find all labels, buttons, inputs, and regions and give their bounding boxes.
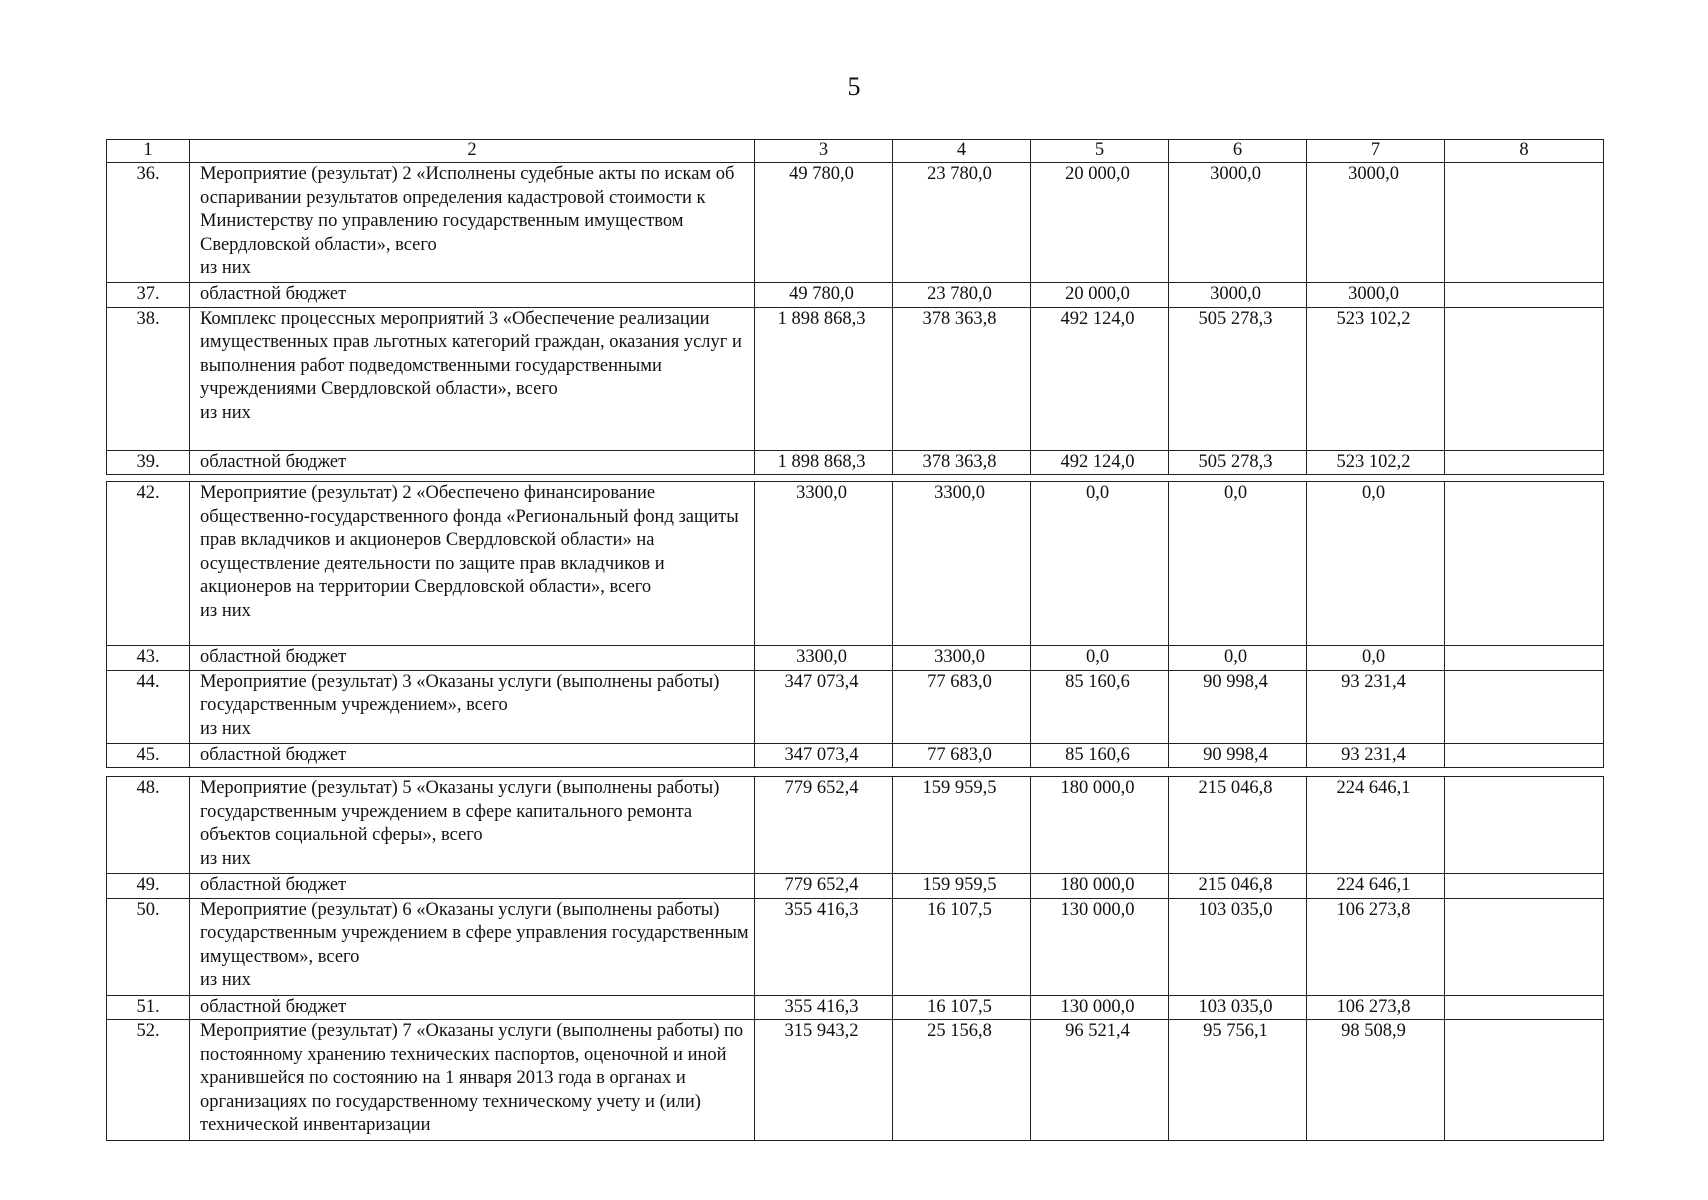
budget-table-block-1	[106, 139, 1604, 475]
value-col-6: 0,0	[1169, 482, 1307, 646]
table-row	[107, 163, 1604, 283]
row-description: Мероприятие (результат) 7 «Оказаны услуги (выполнены работы) по постоянному хранению технических паспортов, оценочной и иной хранившейся по состоянию на 1 января 2013 года в органах и организациях по государственному техническому учету и (или) технической инвентаризации	[190, 1020, 755, 1141]
value-col-7: 224 646,1	[1307, 874, 1445, 899]
value-col-5: 130 000,0	[1031, 995, 1169, 1020]
value-col-6: 103 035,0	[1169, 995, 1307, 1020]
value-col-7: 3000,0	[1307, 283, 1445, 308]
column-header: 3	[755, 140, 893, 163]
row-number: 52.	[107, 1020, 190, 1141]
value-col-5: 492 124,0	[1031, 450, 1169, 475]
row-number: 39.	[107, 450, 190, 475]
value-col-4: 3300,0	[893, 482, 1031, 646]
value-col-8	[1445, 1020, 1604, 1141]
value-col-4: 159 959,5	[893, 777, 1031, 874]
table-row	[107, 670, 1604, 743]
page-number: 5	[847, 72, 861, 101]
value-col-5: 0,0	[1031, 646, 1169, 671]
column-header: 7	[1307, 140, 1445, 163]
row-number: 38.	[107, 307, 190, 450]
value-col-7: 106 273,8	[1307, 898, 1445, 995]
row-number: 49.	[107, 874, 190, 899]
value-col-6: 505 278,3	[1169, 450, 1307, 475]
value-col-8	[1445, 743, 1604, 768]
row-description: Мероприятие (результат) 6 «Оказаны услуги (выполнены работы) государственным учреждением в сфере управления государственным имуществом», всего из них	[190, 898, 755, 995]
value-col-4: 77 683,0	[893, 743, 1031, 768]
value-col-6: 215 046,8	[1169, 777, 1307, 874]
value-col-3: 1 898 868,3	[755, 307, 893, 450]
row-number: 43.	[107, 646, 190, 671]
value-col-4: 77 683,0	[893, 670, 1031, 743]
value-col-6: 3000,0	[1169, 283, 1307, 308]
table-row	[107, 646, 1604, 671]
value-col-6: 95 756,1	[1169, 1020, 1307, 1141]
row-description: Комплекс процессных мероприятий 3 «Обеспечение реализации имущественных прав льготных категорий граждан, оказания услуг и выполнения работ подведомственными государственными учреждениями Свердловской области», всего из них	[190, 307, 755, 450]
row-description: областной бюджет	[190, 283, 755, 308]
value-col-5: 20 000,0	[1031, 283, 1169, 308]
row-number: 42.	[107, 482, 190, 646]
value-col-3: 3300,0	[755, 646, 893, 671]
row-description: Мероприятие (результат) 2 «Обеспечено финансирование общественно-государственного фонда «Региональный фонд защиты прав вкладчиков и акционеров Свердловской области» на осуществление деятельности по защите прав вкладчиков и акционеров на территории Свердловской области», всего из них	[190, 482, 755, 646]
value-col-7: 224 646,1	[1307, 777, 1445, 874]
column-header: 1	[107, 140, 190, 163]
table-row	[107, 482, 1604, 646]
value-col-7: 0,0	[1307, 646, 1445, 671]
table-header-row	[107, 140, 1604, 163]
table-row	[107, 743, 1604, 768]
value-col-4: 378 363,8	[893, 450, 1031, 475]
column-header: 5	[1031, 140, 1169, 163]
column-header: 4	[893, 140, 1031, 163]
value-col-5: 180 000,0	[1031, 777, 1169, 874]
value-col-6: 215 046,8	[1169, 874, 1307, 899]
row-description: областной бюджет	[190, 743, 755, 768]
value-col-8	[1445, 777, 1604, 874]
column-header: 8	[1445, 140, 1604, 163]
row-description: Мероприятие (результат) 2 «Исполнены судебные акты по искам об оспаривании результатов определения кадастровой стоимости к Министерству по управлению государственным имуществом Свердловской области», всего из них	[190, 163, 755, 283]
row-number: 48.	[107, 777, 190, 874]
value-col-7: 93 231,4	[1307, 743, 1445, 768]
value-col-8	[1445, 482, 1604, 646]
row-number: 36.	[107, 163, 190, 283]
value-col-3: 779 652,4	[755, 874, 893, 899]
value-col-5: 20 000,0	[1031, 163, 1169, 283]
value-col-4: 16 107,5	[893, 995, 1031, 1020]
value-col-8	[1445, 670, 1604, 743]
value-col-3: 1 898 868,3	[755, 450, 893, 475]
value-col-3: 779 652,4	[755, 777, 893, 874]
row-description: областной бюджет	[190, 874, 755, 899]
row-number: 51.	[107, 995, 190, 1020]
value-col-7: 106 273,8	[1307, 995, 1445, 1020]
value-col-6: 0,0	[1169, 646, 1307, 671]
value-col-3: 355 416,3	[755, 995, 893, 1020]
value-col-4: 159 959,5	[893, 874, 1031, 899]
column-header: 6	[1169, 140, 1307, 163]
value-col-3: 49 780,0	[755, 283, 893, 308]
value-col-7: 523 102,2	[1307, 307, 1445, 450]
value-col-6: 505 278,3	[1169, 307, 1307, 450]
value-col-4: 23 780,0	[893, 283, 1031, 308]
column-header: 2	[190, 140, 755, 163]
value-col-4: 378 363,8	[893, 307, 1031, 450]
value-col-8	[1445, 307, 1604, 450]
table-row	[107, 1020, 1604, 1141]
budget-table-block-3	[106, 776, 1604, 1141]
row-number: 44.	[107, 670, 190, 743]
row-description: областной бюджет	[190, 995, 755, 1020]
value-col-7: 98 508,9	[1307, 1020, 1445, 1141]
row-description: Мероприятие (результат) 3 «Оказаны услуги (выполнены работы) государственным учреждением», всего из них	[190, 670, 755, 743]
table-row	[107, 307, 1604, 450]
row-description: областной бюджет	[190, 646, 755, 671]
table-row	[107, 874, 1604, 899]
budget-table-block-2	[106, 481, 1604, 768]
value-col-5: 492 124,0	[1031, 307, 1169, 450]
value-col-3: 347 073,4	[755, 670, 893, 743]
value-col-4: 3300,0	[893, 646, 1031, 671]
value-col-5: 0,0	[1031, 482, 1169, 646]
value-col-8	[1445, 646, 1604, 671]
value-col-8	[1445, 995, 1604, 1020]
value-col-4: 16 107,5	[893, 898, 1031, 995]
table-row	[107, 898, 1604, 995]
value-col-3: 49 780,0	[755, 163, 893, 283]
row-number: 45.	[107, 743, 190, 768]
row-description: областной бюджет	[190, 450, 755, 475]
value-col-3: 3300,0	[755, 482, 893, 646]
value-col-4: 23 780,0	[893, 163, 1031, 283]
row-description: Мероприятие (результат) 5 «Оказаны услуги (выполнены работы) государственным учреждением в сфере капитального ремонта объектов социальной сферы», всего из них	[190, 777, 755, 874]
value-col-5: 96 521,4	[1031, 1020, 1169, 1141]
value-col-8	[1445, 898, 1604, 995]
value-col-6: 103 035,0	[1169, 898, 1307, 995]
value-col-7: 523 102,2	[1307, 450, 1445, 475]
value-col-6: 90 998,4	[1169, 743, 1307, 768]
value-col-6: 3000,0	[1169, 163, 1307, 283]
table-row	[107, 995, 1604, 1020]
value-col-5: 130 000,0	[1031, 898, 1169, 995]
value-col-6: 90 998,4	[1169, 670, 1307, 743]
table-row	[107, 777, 1604, 874]
table-row	[107, 283, 1604, 308]
value-col-4: 25 156,8	[893, 1020, 1031, 1141]
value-col-8	[1445, 450, 1604, 475]
value-col-3: 355 416,3	[755, 898, 893, 995]
value-col-7: 0,0	[1307, 482, 1445, 646]
value-col-5: 85 160,6	[1031, 670, 1169, 743]
table-row	[107, 450, 1604, 475]
value-col-5: 180 000,0	[1031, 874, 1169, 899]
value-col-3: 315 943,2	[755, 1020, 893, 1141]
value-col-7: 3000,0	[1307, 163, 1445, 283]
value-col-8	[1445, 874, 1604, 899]
row-number: 37.	[107, 283, 190, 308]
value-col-8	[1445, 163, 1604, 283]
value-col-8	[1445, 283, 1604, 308]
value-col-3: 347 073,4	[755, 743, 893, 768]
value-col-7: 93 231,4	[1307, 670, 1445, 743]
value-col-5: 85 160,6	[1031, 743, 1169, 768]
row-number: 50.	[107, 898, 190, 995]
